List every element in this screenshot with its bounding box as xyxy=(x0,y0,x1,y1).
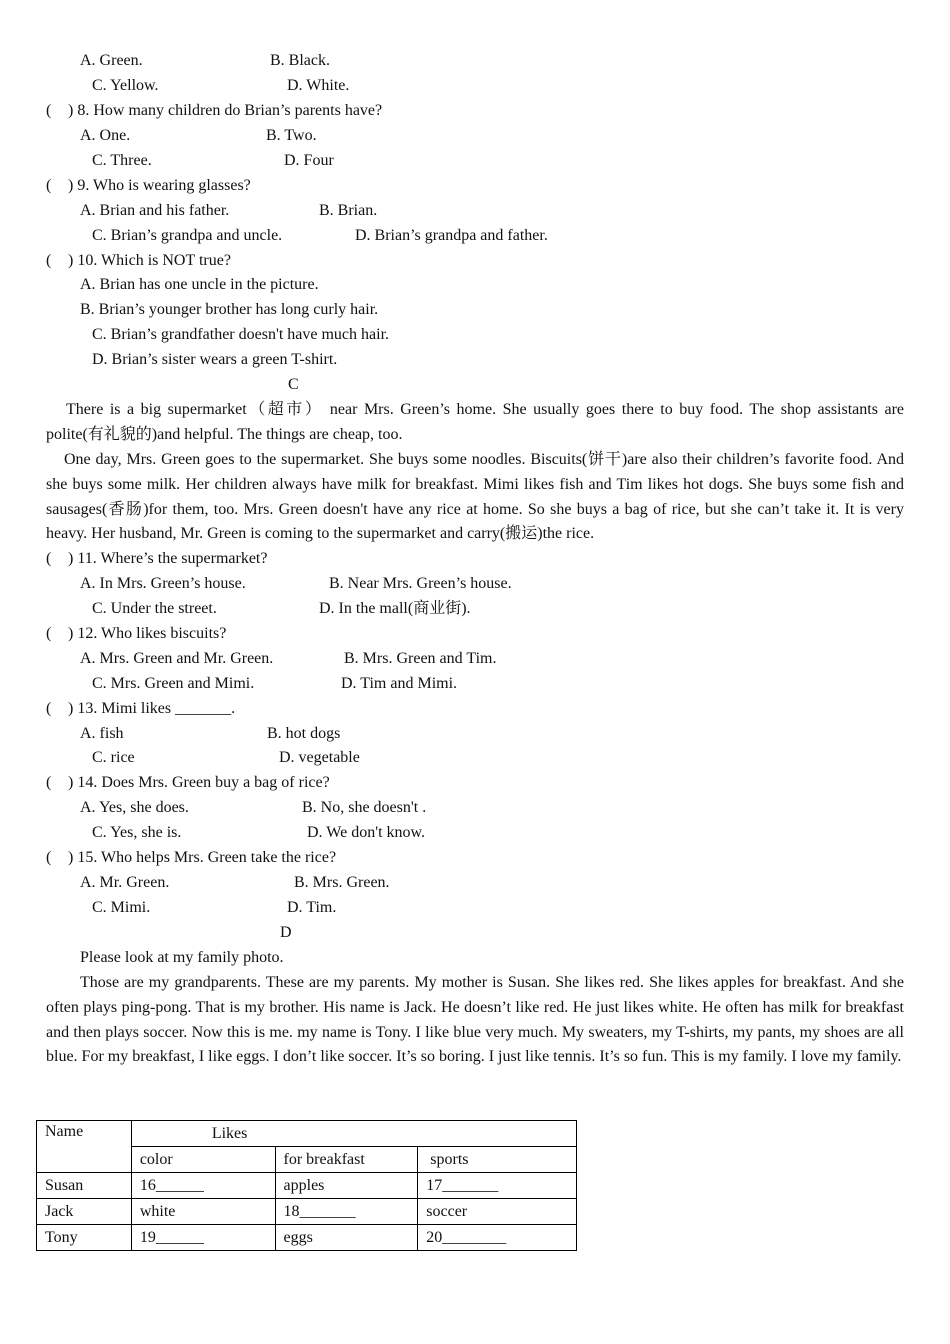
q11-question: ) 11. Where’s the supermarket? xyxy=(68,550,268,567)
header-color: color xyxy=(131,1147,275,1173)
q9-option-d: D. Brian’s grandpa and father. xyxy=(355,227,548,244)
q9-option-a: A. Brian and his father. xyxy=(80,202,230,219)
q15-option-a: A. Mr. Green. xyxy=(80,874,170,891)
q15-option-d: D. Tim. xyxy=(287,899,337,916)
q13-option-b: B. hot dogs xyxy=(267,725,341,742)
q14-answer-paren: ( xyxy=(46,774,52,791)
q8-option-c: C. Three. xyxy=(92,152,152,169)
header-name: Name xyxy=(37,1121,132,1173)
q11-option-d: D. In the mall(商业街). xyxy=(319,600,471,617)
q15-option-c: C. Mimi. xyxy=(92,899,151,916)
table-header-row xyxy=(37,1121,577,1147)
q9-answer-paren: ( xyxy=(46,177,52,194)
header-breakfast: for breakfast xyxy=(275,1147,418,1173)
q13-option-d: D. vegetable xyxy=(279,749,360,766)
likes-table xyxy=(36,1120,577,1251)
q10-question: ) 10. Which is NOT true? xyxy=(68,252,231,269)
q13-question: ) 13. Mimi likes _______. xyxy=(68,700,236,717)
table-row xyxy=(37,1199,577,1225)
q8-option-a: A. One. xyxy=(80,127,131,144)
q12-option-c: C. Mrs. Green and Mimi. xyxy=(92,675,255,692)
q9-option-b: B. Brian. xyxy=(319,202,378,219)
q9-option-c: C. Brian’s grandpa and uncle. xyxy=(92,227,283,244)
q12-option-b: B. Mrs. Green and Tim. xyxy=(344,650,497,667)
cell-breakfast: eggs xyxy=(275,1225,418,1251)
cell-sports: 17_______ xyxy=(418,1173,577,1199)
q14-option-b: B. No, she doesn't . xyxy=(302,799,427,816)
table-row xyxy=(37,1173,577,1199)
cell-sports: 20________ xyxy=(418,1225,577,1251)
cell-sports: soccer xyxy=(418,1199,577,1225)
q7-option-d: D. White. xyxy=(287,77,350,94)
q8-option-b: B. Two. xyxy=(266,127,317,144)
q11-option-b: B. Near Mrs. Green’s house. xyxy=(329,575,512,592)
section-c-paragraph-1: There is a big supermarket（超市） near Mrs. Green’s home. She usually goes there to buy food. The shop assistants are polite(有礼貌的)and helpful. The things are cheap, too. xyxy=(46,401,904,443)
cell-breakfast: apples xyxy=(275,1173,418,1199)
header-likes: Likes xyxy=(131,1121,576,1147)
q15-question: ) 15. Who helps Mrs. Green take the rice? xyxy=(68,849,337,866)
q12-option-d: D. Tim and Mimi. xyxy=(341,675,458,692)
q7-option-b: B. Black. xyxy=(270,52,330,69)
section-c-paragraph-2: One day, Mrs. Green goes to the supermarket. She buys some noodles. Biscuits(饼干)are also their children’s favorite food. And she buys some milk. Her children always have milk for breakfast. Mimi likes fish and Tim likes hot dogs. She buys some fish and sausages(香肠)for them, too. Mrs. Green doesn't have any rice at home. So she buys a bag of rice, but she can’t take it. It is very heavy. Her husband, Mr. Green is coming to the supermarket and carry(搬运)the rice. xyxy=(46,451,904,543)
q11-option-c: C. Under the street. xyxy=(92,600,217,617)
section-d-paragraph: Those are my grandparents. These are my parents. My mother is Susan. She likes red. She likes apples for breakfast. And she often plays ping-pong. That is my brother. His name is Jack. He doesn’t like red. He just likes white. He often has milk for breakfast and then plays soccer. Now this is me. my name is Tony. I like blue very much. My sweaters, my T-shirts, my pants, my shoes are all blue. For my breakfast, I like eggs. I don’t like soccer. It’s so boring. I just like tennis. It’s so fun. This is my family. I love my family. xyxy=(46,974,904,1066)
q13-answer-paren: ( xyxy=(46,700,52,717)
q7-option-c: C. Yellow. xyxy=(92,77,159,94)
q12-answer-paren: ( xyxy=(46,625,52,642)
cell-breakfast: 18_______ xyxy=(275,1199,418,1225)
q11-option-a: A. In Mrs. Green’s house. xyxy=(80,575,246,592)
q12-option-a: A. Mrs. Green and Mr. Green. xyxy=(80,650,274,667)
header-sports: sports xyxy=(418,1147,577,1173)
q12-question: ) 12. Who likes biscuits? xyxy=(68,625,227,642)
section-d-heading: D xyxy=(280,924,292,941)
cell-name: Jack xyxy=(37,1199,132,1225)
cell-name: Tony xyxy=(37,1225,132,1251)
cell-color: 19______ xyxy=(131,1225,275,1251)
q10-option-c: C. Brian’s grandfather doesn't have much hair. xyxy=(92,326,390,343)
q15-option-b: B. Mrs. Green. xyxy=(294,874,390,891)
q10-option-a: A. Brian has one uncle in the picture. xyxy=(80,276,319,293)
section-d-intro: Please look at my family photo. xyxy=(80,949,284,966)
q14-option-c: C. Yes, she is. xyxy=(92,824,182,841)
q9-question: ) 9. Who is wearing glasses? xyxy=(68,177,251,194)
q10-option-b: B. Brian’s younger brother has long curly hair. xyxy=(80,301,379,318)
cell-color: white xyxy=(131,1199,275,1225)
q13-option-a: A. fish xyxy=(80,725,124,742)
cell-name: Susan xyxy=(37,1173,132,1199)
q8-answer-paren: ( xyxy=(46,102,52,119)
q8-option-d: D. Four xyxy=(284,152,334,169)
table-row xyxy=(37,1225,577,1251)
q8-question: ) 8. How many children do Brian’s parents have? xyxy=(68,102,383,119)
q13-option-c: C. rice xyxy=(92,749,135,766)
q14-option-a: A. Yes, she does. xyxy=(80,799,189,816)
q10-option-d: D. Brian’s sister wears a green T-shirt. xyxy=(92,351,338,368)
q14-option-d: D. We don't know. xyxy=(307,824,426,841)
q14-question: ) 14. Does Mrs. Green buy a bag of rice? xyxy=(68,774,330,791)
section-c-heading: C xyxy=(288,376,299,393)
q11-answer-paren: ( xyxy=(46,550,52,567)
q10-answer-paren: ( xyxy=(46,252,52,269)
cell-color: 16______ xyxy=(131,1173,275,1199)
q15-answer-paren: ( xyxy=(46,849,52,866)
q7-option-a: A. Green. xyxy=(80,52,143,69)
